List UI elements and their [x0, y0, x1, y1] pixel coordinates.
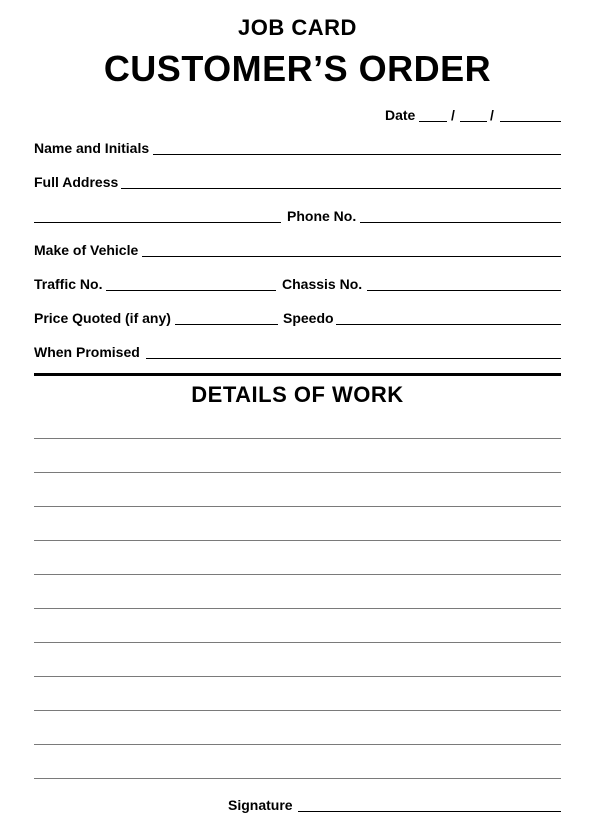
promised-field[interactable]: [146, 358, 561, 359]
signature-field[interactable]: [298, 811, 561, 812]
price-field[interactable]: [175, 324, 278, 325]
speedo-label: Speedo: [283, 310, 334, 326]
work-line[interactable]: [34, 540, 561, 541]
work-line[interactable]: [34, 438, 561, 439]
speedo-field[interactable]: [336, 324, 561, 325]
traffic-field[interactable]: [106, 290, 276, 291]
signature-label: Signature: [228, 797, 293, 813]
price-label: Price Quoted (if any): [34, 310, 171, 326]
phone-label: Phone No.: [287, 208, 357, 224]
date-separator: /: [490, 107, 494, 123]
date-month-field[interactable]: [460, 121, 487, 122]
date-label: Date: [385, 107, 416, 123]
address-field-line-2[interactable]: [34, 222, 281, 223]
date-day-field[interactable]: [419, 121, 447, 122]
make-field[interactable]: [142, 256, 561, 257]
form-title: CUSTOMER’S ORDER: [103, 48, 492, 89]
work-line[interactable]: [34, 608, 561, 609]
section-divider: [34, 373, 561, 376]
work-line[interactable]: [34, 574, 561, 575]
address-field[interactable]: [121, 188, 561, 189]
work-line[interactable]: [34, 506, 561, 507]
name-field[interactable]: [153, 154, 561, 155]
address-label: Full Address: [34, 174, 119, 190]
form-subtitle: JOB CARD: [238, 15, 357, 40]
work-line[interactable]: [34, 744, 561, 745]
make-label: Make of Vehicle: [34, 242, 139, 258]
work-line[interactable]: [34, 710, 561, 711]
traffic-label: Traffic No.: [34, 276, 103, 292]
chassis-label: Chassis No.: [282, 276, 363, 292]
date-separator: /: [451, 107, 455, 123]
work-line[interactable]: [34, 472, 561, 473]
work-line[interactable]: [34, 642, 561, 643]
date-year-field[interactable]: [500, 121, 561, 122]
work-line[interactable]: [34, 676, 561, 677]
details-heading: DETAILS OF WORK: [191, 382, 404, 407]
work-line[interactable]: [34, 778, 561, 779]
name-label: Name and Initials: [34, 140, 150, 156]
promised-label: When Promised: [34, 344, 140, 360]
phone-field[interactable]: [360, 222, 561, 223]
chassis-field[interactable]: [367, 290, 561, 291]
